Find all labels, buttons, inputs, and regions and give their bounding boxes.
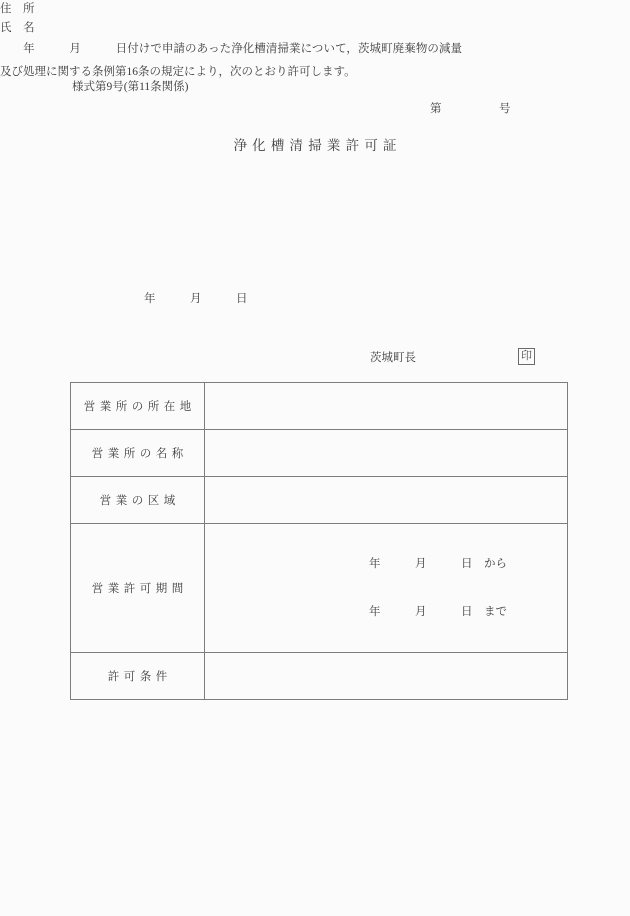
seal-icon: 印 xyxy=(518,348,535,365)
table-row xyxy=(71,524,568,653)
row-value-business-office-name[interactable] xyxy=(205,430,568,477)
form-number: 様式第9号(第11条関係) xyxy=(72,81,189,93)
page-title: 浄化槽清掃業許可証 xyxy=(233,138,402,153)
permit-period-to: 年 月 日 まで xyxy=(369,606,507,618)
row-value-business-office-address[interactable] xyxy=(205,383,568,430)
permit-period-from: 年 月 日 から xyxy=(369,558,507,570)
issuer-block xyxy=(370,348,535,368)
permit-details-table xyxy=(70,382,568,700)
row-value-permit-conditions[interactable] xyxy=(205,653,568,700)
row-label-business-area: 営業の区域 xyxy=(71,477,205,524)
row-value-business-area[interactable] xyxy=(205,477,568,524)
recipient-block xyxy=(0,0,630,38)
recipient-address-label: 住 所 xyxy=(0,3,35,15)
recipient-name-label: 氏 名 xyxy=(0,22,35,34)
row-label-permit-conditions: 許可条件 xyxy=(71,653,205,700)
issuer-name: 茨城町長 xyxy=(370,352,416,364)
row-value-permit-period[interactable] xyxy=(205,524,568,653)
body-line-1: 年 月 日付けで申請のあった浄化槽清掃業について，茨城町廃棄 xyxy=(0,43,416,55)
body-paragraph xyxy=(0,38,462,84)
row-label-business-office-address: 営業所の所在地 xyxy=(71,383,205,430)
table-row xyxy=(71,430,568,477)
issue-date-line: 年 月 日 xyxy=(144,293,248,305)
table-row xyxy=(71,477,568,524)
table-row xyxy=(71,653,568,700)
table-row xyxy=(71,383,568,430)
row-label-business-office-name: 営業所の名称 xyxy=(71,430,205,477)
row-label-permit-period: 営業許可期間 xyxy=(71,524,205,653)
body-line-2: 物の減量及び処理に関する条例第16条の規定により，次のとおり許可します。 xyxy=(0,43,463,78)
permit-number-line: 第 号 xyxy=(430,103,511,115)
